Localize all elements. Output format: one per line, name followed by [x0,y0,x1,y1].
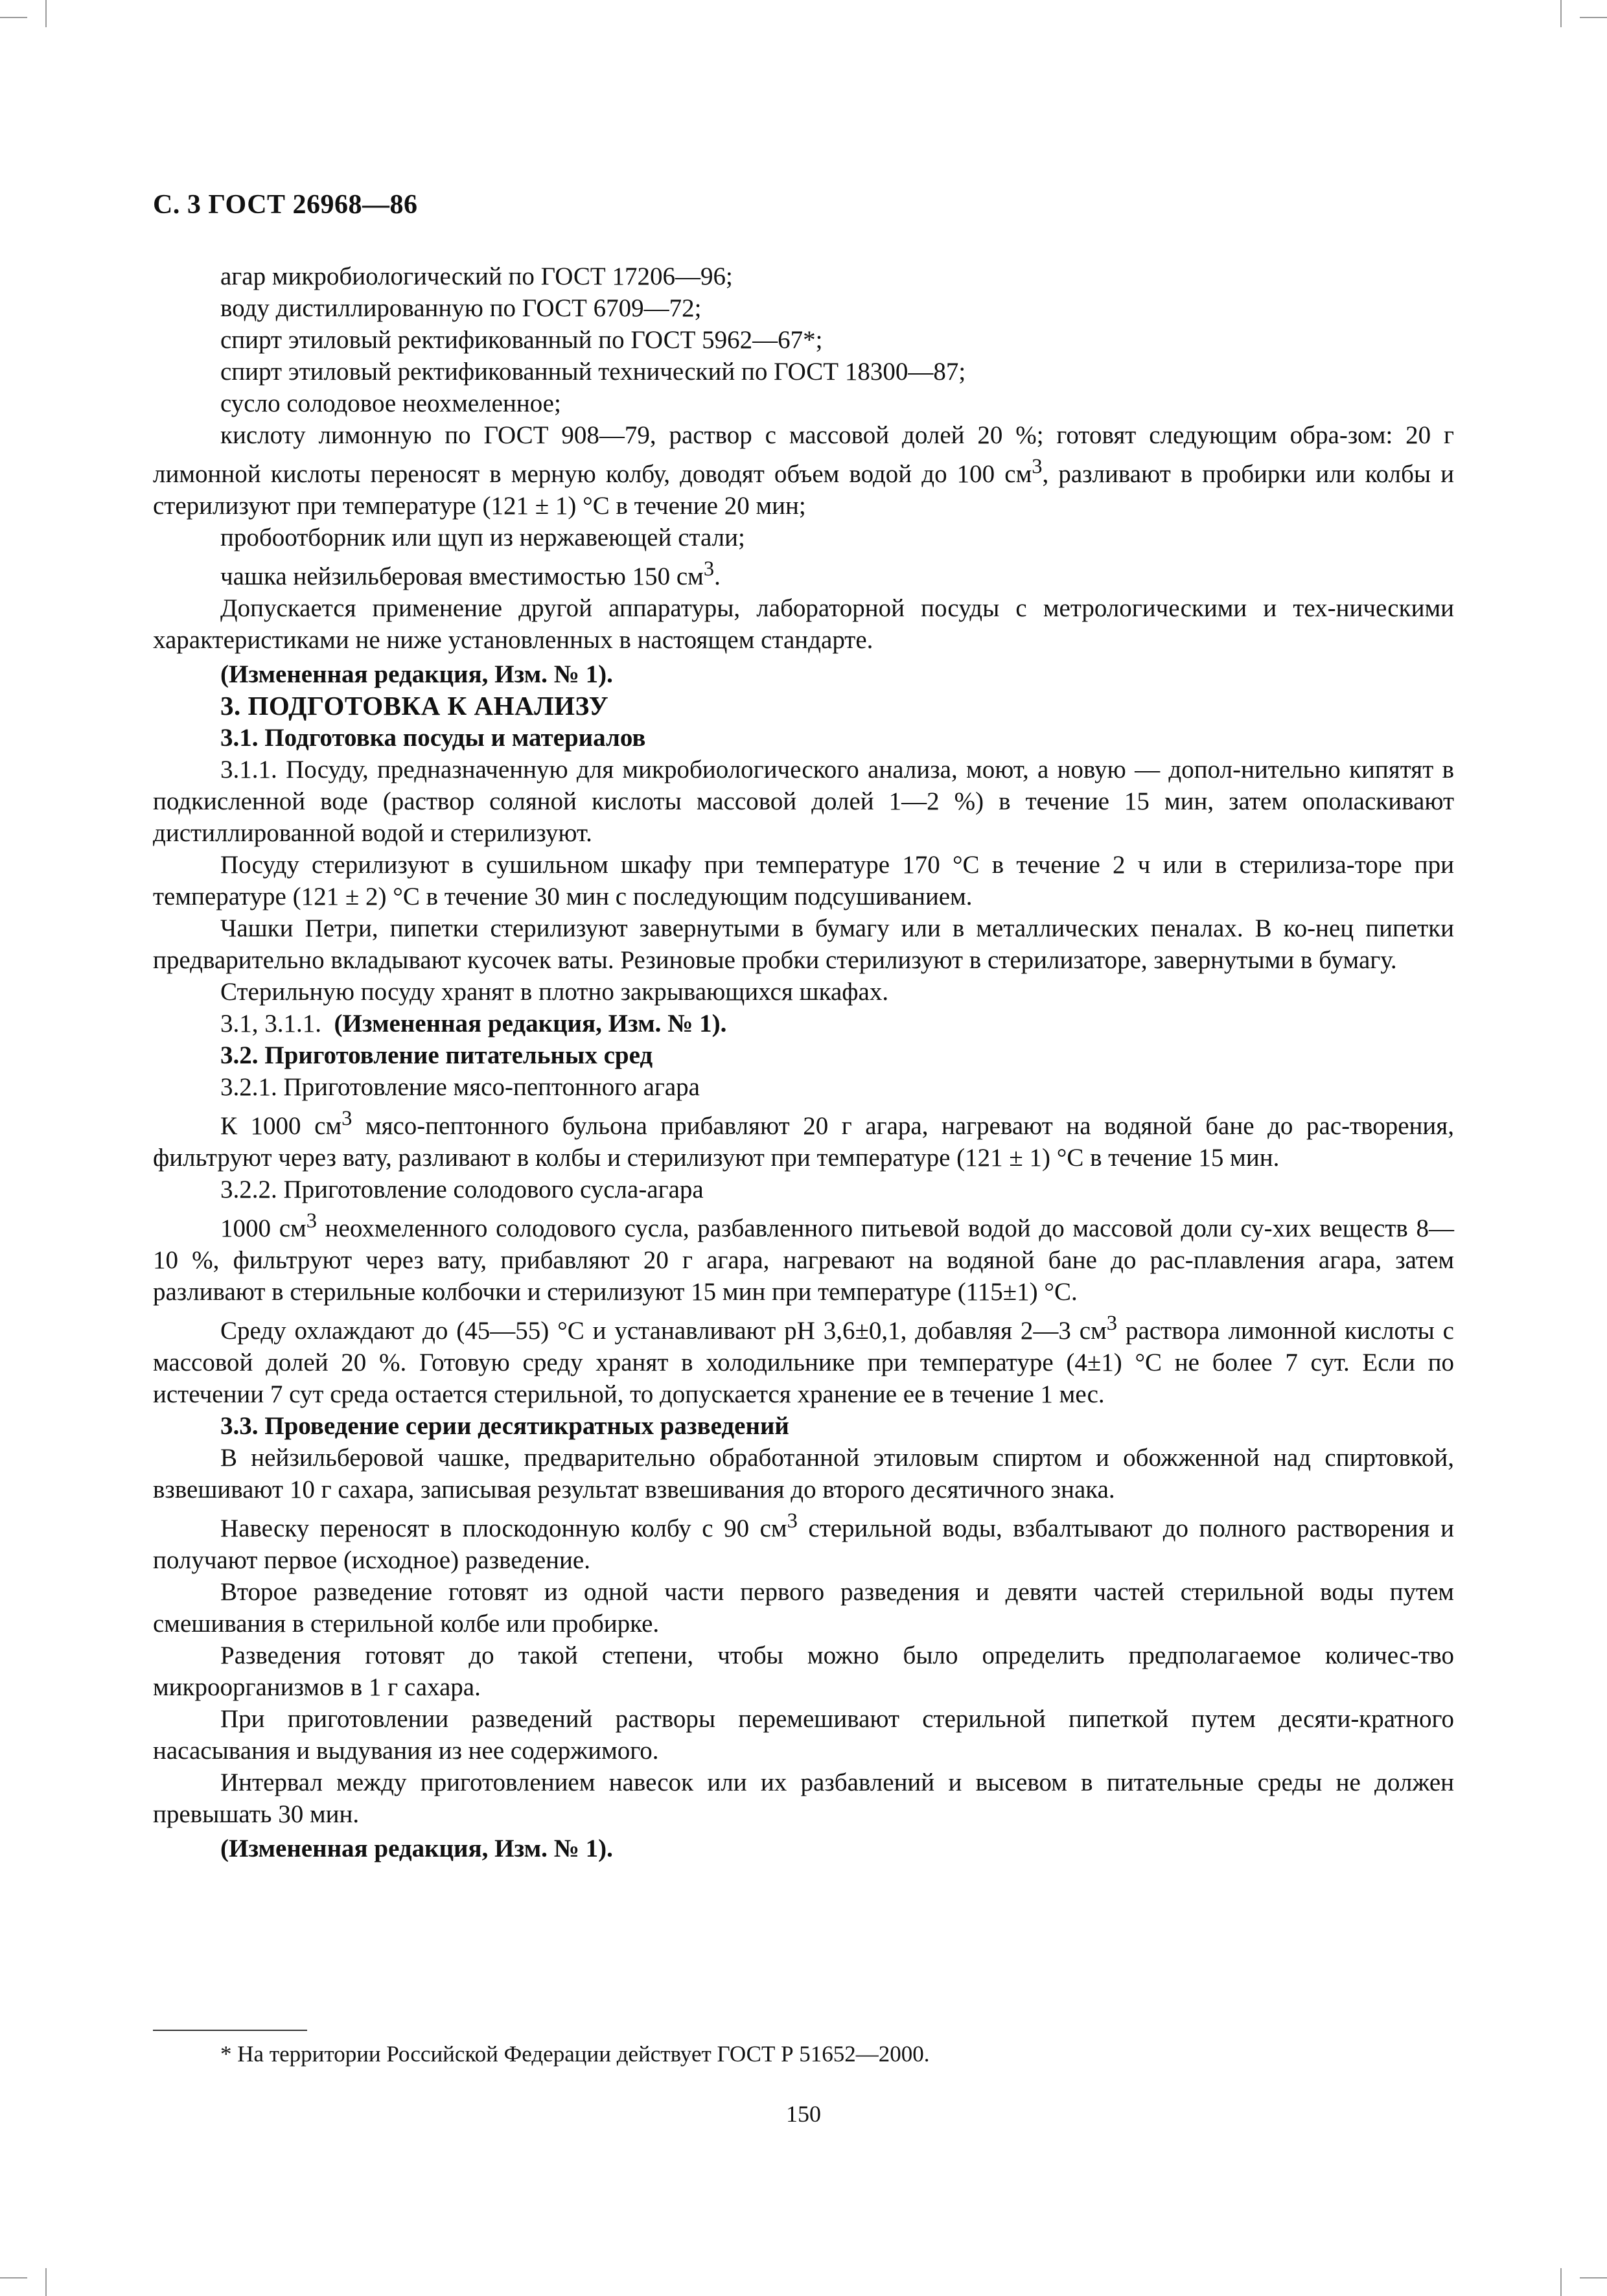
paragraph: Навеску переносят в плоскодонную колбу с 90 $см^3$ стерильной воды, взбалтывают до полного растворения и получают первое (исходное) разведение. [153,1509,1454,1574]
amendment-note: 3.1, 3.1.1. (Измененная редакция, Изм. № 1). [220,1010,727,1038]
paragraph: Чашки Петри, пипетки стерилизуют завернутыми в бумагу или в металлических пеналах. В ко-нец пипетки предварительно вкладывают кусочек ваты. Резиновые пробки стерилизуют в стерилизаторе, завернутыми в бумагу. [153,914,1454,974]
paragraph: В нейзильберовой чашке, предварительно обработанной этиловым спиртом и обожженной над спиртовкой, взвешивают 10 г сахара, записывая результат взвешивания до второго десятичного знака. [153,1444,1454,1503]
paragraph: К 1000 $см^3$ мясо-пептонного бульона прибавляют 20 г агара, нагревают на водяной бане до рас-творения, фильтруют через вату, разливают в колбы и стерилизуют при температуре (121 ± 1) °С в течение 15 мин. [153,1107,1454,1172]
crop-mark [45,2268,47,2296]
subsection-heading: 3.2. Приготовление питательных сред [220,1041,653,1069]
paragraph: Посуду стерилизуют в сушильном шкафу при температуре 170 °С в течение 2 ч или в стерилиза-торе при температуре (121 ± 2) °С в течение 30 мин с последующим подсушиванием. [153,851,1454,910]
footnote: * На территории Российской Федерации действует ГОСТ Р 51652—2000. [220,2041,930,2067]
paragraph: 3.2.2. Приготовление солодового сусла-агара [220,1176,704,1203]
list-item: сусло солодовое неохмеленное; [220,389,561,417]
subsection-heading: 3.3. Проведение серии десятикратных разведений [220,1412,789,1440]
amendment-note: (Измененная редакция, Изм. № 1). [220,660,613,688]
citric-acid-paragraph: кислоту лимонную по ГОСТ 908—79, раствор с массовой долей 20 %; готовят следующим обра-зом: 20 г лимонной кислоты переносят в мерную колбу, доводят объем водой до 100 $см^3$, разливают в пробирки или колбы и стерилизуют при температуре (121 ± 1) °С в течение 20 мин; [153,421,1454,520]
crop-mark [1580,17,1607,18]
paragraph: Среду охлаждают до (45—55) °С и устанавливают рН 3,6±0,1, добавляя 2—3 $см^3$ раствора лимонной кислоты с массовой долей 20 %. Готовую среду хранят в холодильнике при температуре (4±1) °С не более 7 сут. Если по истечении 7 сут среда остается стерильной, то допускается хранение ее в течение 1 мес. [153,1312,1454,1408]
paragraph: 1000 $см^3$ неохмеленного солодового сусла, разбавленного питьевой водой до массовой доли су-хих веществ 8—10 %, фильтруют через вату, прибавляют 20 г агара, нагревают на водяной бане до рас-плавления агара, затем разливают в стерильные колбочки и стерилизуют 15 мин при температуре (115±1) °С. [153,1209,1454,1306]
footnote-divider [153,2030,307,2031]
crop-mark [1560,0,1562,27]
page-number: 150 [786,2101,821,2127]
paragraph: Разведения готовят до такой степени, чтобы можно было определить предполагаемое количес-тво микроорганизмов в 1 г сахара. [153,1641,1454,1701]
list-item: чашка нейзильберовая вместимостью 150 $см^3$. [220,557,721,590]
paragraph: 3.1.1. Посуду, предназначенную для микробиологического анализа, моют, а новую — допол-нительно кипятят в подкисленной воде (раствор соляной кислоты массовой долей 1—2 %) в течение 15 мин, затем ополаскивают дистиллированной водой и стерилизуют. [153,756,1454,847]
list-item: агар микробиологический по ГОСТ 17206—96; [220,262,733,290]
document-body [153,261,1454,1864]
paragraph: Второе разведение готовят из одной части первого разведения и девяти частей стерильной воды путем смешивания в стерильной колбе или пробирке. [153,1578,1454,1638]
list-item: спирт этиловый ректификованный по ГОСТ 5962—67*; [220,326,823,354]
amendment-note: (Измененная редакция, Изм. № 1). [220,1835,613,1862]
list-item: пробоотборник или щуп из нержавеющей стали; [220,524,745,551]
list-item: воду дистиллированную по ГОСТ 6709—72; [220,294,702,322]
subsection-heading: 3.1. Подготовка посуды и материалов [220,724,646,752]
paragraph: Допускается применение другой аппаратуры, лабораторной посуды с метрологическими и тех-ническими характеристиками не ниже установленных в настоящем стандарте. [153,594,1454,654]
crop-mark [45,0,47,27]
paragraph: Стерильную посуду хранят в плотно закрывающихся шкафах. [220,978,889,1006]
crop-mark [1580,2277,1607,2279]
crop-mark [1560,2268,1562,2296]
crop-mark [0,17,27,18]
section-title: 3. ПОДГОТОВКА К АНАЛИЗУ [220,691,609,721]
list-item: спирт этиловый ректификованный технический по ГОСТ 18300—87; [220,358,966,386]
paragraph: При приготовлении разведений растворы перемешивают стерильной пипеткой путем десяти-кратного насасывания и выдувания из нее содержимого. [153,1705,1454,1765]
crop-mark [0,2277,27,2279]
page-header: С. 3 ГОСТ 26968—86 [153,190,418,220]
paragraph: Интервал между приготовлением навесок или их разбавлений и высевом в питательные среды не должен превышать 30 мин. [153,1768,1454,1828]
paragraph: 3.2.1. Приготовление мясо-пептонного агара [220,1073,700,1101]
